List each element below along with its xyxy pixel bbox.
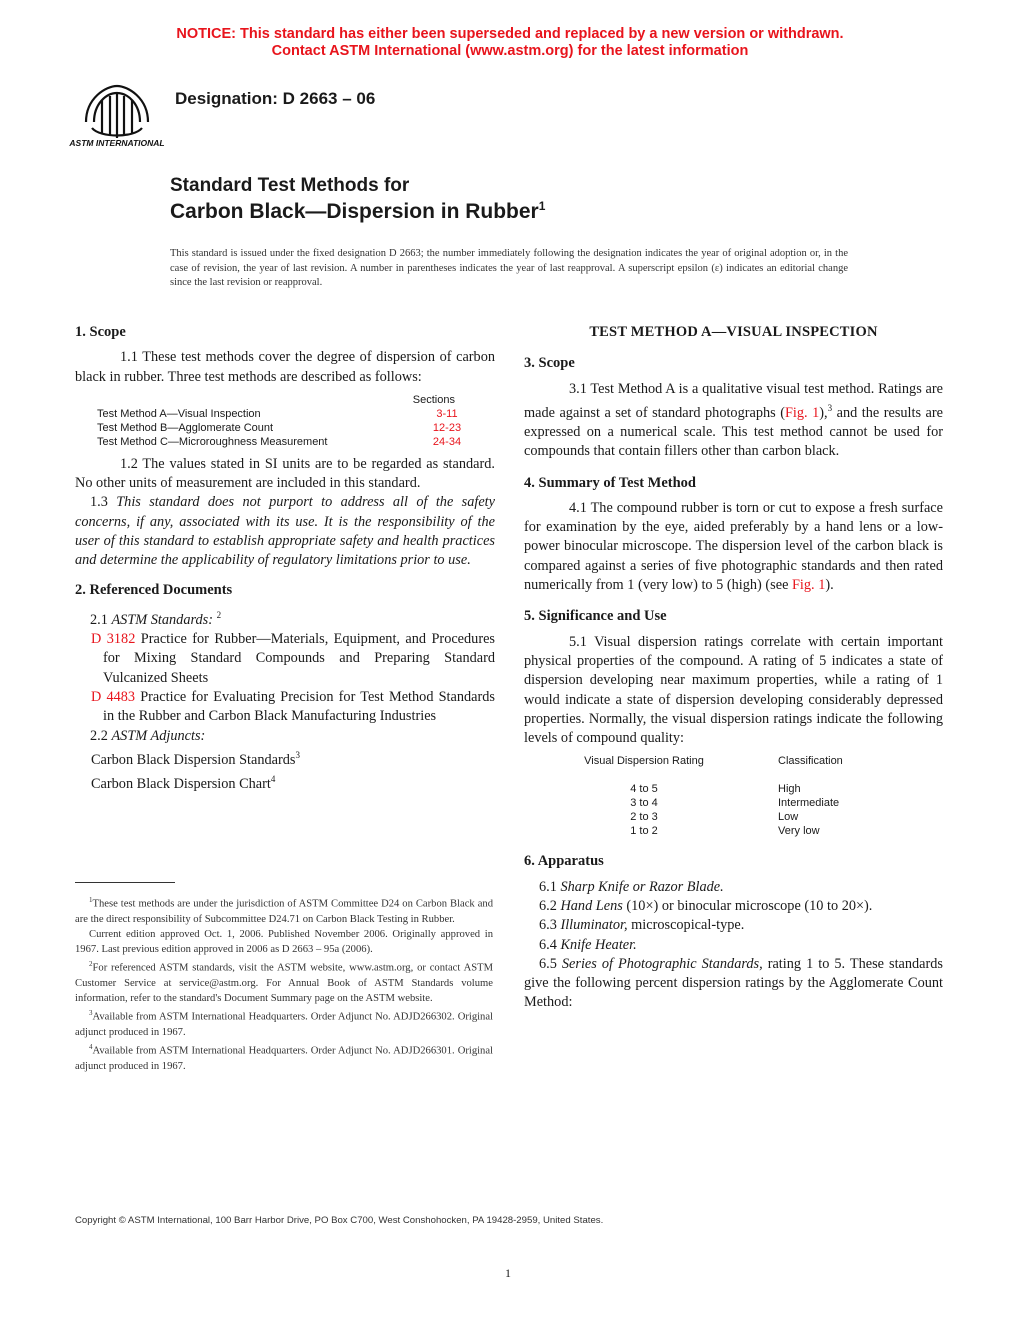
apparatus-item bbox=[524, 878, 943, 897]
para-1-3-text: This standard does not purport to address all of the safety concerns, if any, associated with its use. It is the responsibility of the user of this standard to establish appropriate safety and health practices and determine the applicability of regulatory limitations prior to use. bbox=[75, 494, 495, 569]
classification-column-header: Classification bbox=[778, 755, 843, 768]
adjunct-title: Carbon Black Dispersion Standards bbox=[91, 751, 296, 768]
apparatus-num: 6.4 bbox=[539, 936, 557, 953]
footnote-text: For referenced ASTM standards, visit the ASTM website, www.astm.org, or contact ASTM Customer Service at service@astm.org. For Annual Book of ASTM Standards volume information, refer to the standard's Document Summary page on the ASTM website. bbox=[75, 962, 493, 1005]
para-1-1: 1.1 These test methods cover the degree of dispersion of carbon black in rubber. Three test methods are described as follows: bbox=[75, 349, 495, 385]
toc-sections-link[interactable]: 3-11 bbox=[436, 407, 458, 420]
intro-paragraph: This standard is issued under the fixed designation D 2663; the number immediately following the designation indicates the year of original adoption or, in the case of revision, the year of last revision. A number in parentheses indicates the year of last reapproval. A superscript epsilon (ε) indicates an editorial change since the last revision or reapproval. bbox=[170, 248, 848, 289]
rating-table-header bbox=[524, 754, 943, 768]
apparatus-name: Hand Lens bbox=[560, 898, 623, 914]
rating-value: 2 to 3 bbox=[630, 811, 658, 824]
footnote-text: Available from ASTM International Headquarters. Order Adjunct No. ADJD266302. Original adjunct produced in 1967. bbox=[75, 1012, 493, 1039]
para-2-1 bbox=[75, 606, 495, 630]
footnote-text: These test methods are under the jurisdiction of ASTM Committee D24 on Carbon Black and are the direct responsibility of Subcommittee D24.71 on Carbon Black Testing in Rubber. bbox=[75, 898, 493, 925]
footnote bbox=[75, 893, 493, 927]
footnote-marker: 3 bbox=[89, 1009, 93, 1018]
section-3-heading: 3. Scope bbox=[524, 355, 575, 372]
copyright: Copyright © ASTM International, 100 Barr Harbor Drive, PO Box C700, West Conshohocken, PA 19428-2959, United States. bbox=[75, 1215, 604, 1226]
apparatus-num: 6.5 bbox=[539, 955, 557, 972]
toc-label: Test Method B—Agglomerate Count bbox=[97, 421, 274, 434]
test-method-a-heading: TEST METHOD A—VISUAL INSPECTION bbox=[589, 324, 878, 340]
footnote-marker: 2 bbox=[89, 960, 93, 969]
figure-1-link[interactable]: Fig. 1 bbox=[784, 404, 820, 421]
para-3-1-text: 3.1 Test Method A is a qualitative visual test method. Ratings are made against a set of standard photographs ( bbox=[524, 380, 943, 421]
title-footnote-ref[interactable]: 1 bbox=[538, 199, 546, 213]
sections-table-header: Sections bbox=[412, 393, 455, 406]
section-4-heading: 4. Summary of Test Method bbox=[524, 474, 696, 491]
para-4-1-text: 4.1 The compound rubber is torn or cut to expose a fresh surface for examination by the eye, aided preferably by a hand lens or a low-power binocular microscope. The dispersion level of the carbon black is compared against a series of five photographic standards and then rated numerically from 1 (very low) to 5 (high) (see bbox=[524, 499, 943, 594]
section-1-heading: 1. Scope bbox=[75, 324, 126, 340]
footnotes bbox=[75, 893, 493, 1074]
toc-sections-link[interactable]: 12-23 bbox=[432, 421, 462, 434]
apparatus-item bbox=[524, 936, 943, 955]
toc-label: Test Method C—Microroughness Measurement bbox=[97, 435, 328, 448]
classification-value: Very low bbox=[778, 825, 820, 838]
rating-row bbox=[524, 810, 943, 824]
toc-row bbox=[97, 407, 477, 421]
title-line-1: Standard Test Methods for bbox=[170, 175, 410, 196]
notice-line-2: Contact ASTM International (www.astm.org) for the latest information bbox=[271, 43, 749, 59]
para-4-1 bbox=[524, 499, 943, 595]
para-2-1-num: 2.1 bbox=[90, 611, 108, 628]
para-2-2 bbox=[75, 727, 495, 746]
footnote bbox=[75, 1006, 493, 1040]
para-2-2-num: 2.2 bbox=[90, 727, 108, 744]
footnote-divider bbox=[75, 882, 175, 883]
para-3-1-text: and the results are expressed on a numerical scale. This test method cannot be used for compounds that contain fillers other than carbon black. bbox=[524, 404, 943, 460]
apparatus-name: Knife Heater. bbox=[560, 936, 637, 953]
para-5-1: 5.1 Visual dispersion ratings correlate with certain important physical properties of the compound. A rating of 5 indicates a state of dispersion developing near maximum properties, while a rating of 1 would indicate a state of dispersion developing considerably depressed properties. Normally, the visual dispersion ratings indicate the following levels of compound quality: bbox=[524, 633, 943, 747]
toc-label: Test Method A—Visual Inspection bbox=[97, 407, 261, 420]
toc-row bbox=[97, 421, 477, 435]
astm-logo bbox=[69, 78, 165, 150]
apparatus-num: 6.1 bbox=[539, 878, 557, 895]
apparatus-item bbox=[524, 955, 943, 1013]
adjunct-item bbox=[75, 770, 495, 794]
para-1-2: 1.2 The values stated in SI units are to be regarded as standard. No other units of measurement are included in this standard. bbox=[75, 455, 495, 492]
rating-row bbox=[524, 824, 943, 838]
rating-value: 1 to 2 bbox=[630, 825, 658, 838]
apparatus-num: 6.2 bbox=[539, 898, 557, 914]
classification-value: High bbox=[778, 783, 801, 796]
para-1-3 bbox=[75, 493, 495, 570]
rating-row bbox=[524, 782, 943, 796]
adjunct-item bbox=[75, 746, 495, 770]
para-1-3-num: 1.3 bbox=[90, 494, 108, 511]
rating-value: 3 to 4 bbox=[630, 797, 658, 810]
para-3-1 bbox=[524, 380, 943, 462]
para-2-1-footnote-ref[interactable]: 2 bbox=[216, 609, 222, 620]
reference-item bbox=[75, 630, 495, 688]
page-number: 1 bbox=[505, 1266, 511, 1280]
apparatus-num: 6.3 bbox=[539, 917, 557, 934]
para-3-1-text: ), bbox=[819, 404, 828, 421]
section-5-heading: 5. Significance and Use bbox=[524, 608, 667, 625]
footnote bbox=[75, 927, 493, 957]
section-2-heading: 2. Referenced Documents bbox=[75, 581, 233, 598]
apparatus-name: Illuminator, bbox=[560, 917, 628, 934]
footnote-text: Current edition approved Oct. 1, 2006. Published November 2006. Originally approved in 1967. Last previous edition approved in 2006 as D 2663 – 95a (2006). bbox=[75, 928, 493, 956]
rating-row bbox=[524, 796, 943, 810]
designation: Designation: D 2663 – 06 bbox=[175, 89, 376, 108]
adjunct-footnote-ref[interactable]: 4 bbox=[270, 773, 276, 784]
reference-link[interactable]: D 4483 bbox=[91, 688, 136, 705]
footnote-text: Available from ASTM International Headquarters. Order Adjunct No. ADJD266301. Original adjunct produced in 1967. bbox=[75, 1045, 493, 1073]
footnote-marker: 1 bbox=[89, 896, 93, 904]
classification-value: Low bbox=[778, 811, 799, 824]
figure-1-link[interactable]: Fig. 1 bbox=[791, 577, 826, 594]
sections-table bbox=[97, 393, 477, 449]
footnote-marker: 4 bbox=[89, 1043, 93, 1052]
astm-logo-mark bbox=[69, 78, 165, 150]
para-4-1-text: ). bbox=[825, 577, 834, 594]
toc-row bbox=[97, 435, 477, 449]
adjunct-title: Carbon Black Dispersion Chart bbox=[91, 775, 271, 792]
apparatus-item bbox=[524, 897, 943, 916]
apparatus-name: Series of Photographic Standards, bbox=[561, 955, 763, 972]
reference-title: Practice for Evaluating Precision for Test Method Standards in the Rubber and Carbon Black Manufacturing Industries bbox=[103, 688, 495, 725]
rating-column-header: Visual Dispersion Rating bbox=[584, 755, 704, 768]
apparatus-desc: rating 1 to 5. These standards give the following percent dispersion ratings by the Agglomerate Count Method: bbox=[524, 955, 944, 1011]
apparatus-desc: microscopical-type. bbox=[627, 917, 745, 934]
reference-title: Practice for Rubber—Materials, Equipment, and Procedures for Mixing Standard Compounds and Preparing Standard Vulcanized Sheets bbox=[103, 631, 495, 686]
notice-line-1: NOTICE: This standard has either been superseded and replaced by a new version or withdrawn. bbox=[176, 26, 844, 42]
rating-value: 4 to 5 bbox=[630, 783, 658, 796]
reference-link[interactable]: D 3182 bbox=[91, 631, 136, 648]
apparatus-name: Sharp Knife or Razor Blade. bbox=[560, 878, 724, 895]
footnote bbox=[75, 1040, 493, 1074]
reference-item bbox=[75, 688, 495, 727]
classification-value: Intermediate bbox=[778, 797, 840, 810]
para-3-1-footnote-ref[interactable]: 3 bbox=[827, 402, 833, 413]
toc-sections-link[interactable]: 24-34 bbox=[432, 435, 462, 448]
para-2-2-label: ASTM Adjuncts: bbox=[111, 727, 206, 744]
apparatus-desc: (10×) or binocular microscope (10 to 20×). bbox=[622, 898, 873, 914]
withdrawal-notice bbox=[0, 26, 1020, 60]
footnote bbox=[75, 957, 493, 1006]
title-line-2 bbox=[170, 199, 545, 224]
section-6-heading: 6. Apparatus bbox=[524, 853, 604, 870]
title-text: Carbon Black—Dispersion in Rubber bbox=[170, 200, 539, 223]
dispersion-rating-table bbox=[524, 754, 943, 838]
apparatus-item bbox=[524, 916, 943, 935]
logo-text: ASTM INTERNATIONAL bbox=[69, 138, 165, 148]
left-column bbox=[75, 323, 495, 794]
right-column bbox=[524, 323, 943, 1013]
para-2-1-label: ASTM Standards: bbox=[111, 611, 213, 628]
adjunct-footnote-ref[interactable]: 3 bbox=[295, 749, 300, 760]
